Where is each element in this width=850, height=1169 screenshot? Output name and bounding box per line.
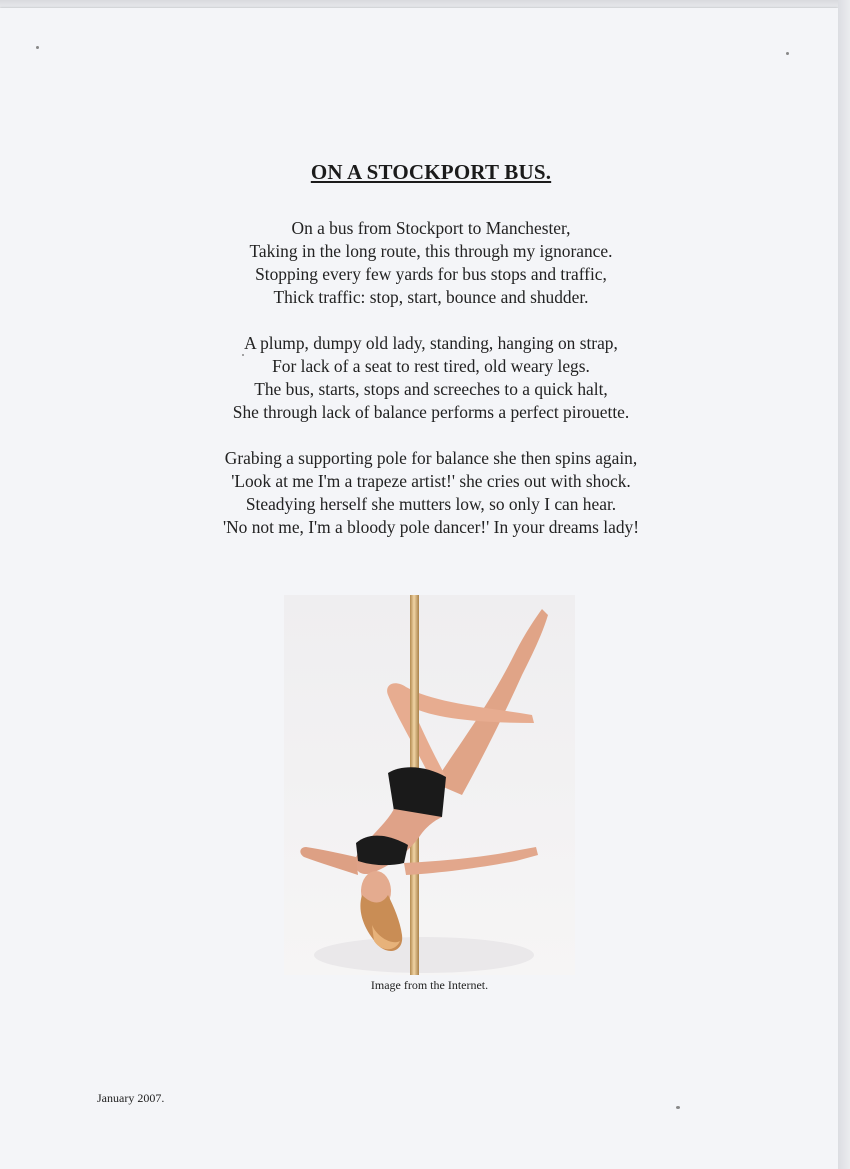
stanza-3 bbox=[0, 447, 850, 539]
poem-line: Steadying herself she mutters low, so only I can hear. bbox=[245, 494, 617, 514]
stanza-1 bbox=[0, 217, 850, 309]
document-date: January 2007. bbox=[97, 1091, 165, 1105]
poem-line: Thick traffic: stop, start, bounce and shudder. bbox=[273, 287, 589, 307]
poem-line: The bus, starts, stops and screeches to a quick halt, bbox=[254, 379, 608, 399]
poem-body bbox=[0, 217, 850, 562]
scan-speck bbox=[786, 52, 789, 55]
pole-dancer-illustration bbox=[284, 595, 575, 975]
poem-line: Stopping every few yards for bus stops and traffic, bbox=[255, 264, 607, 284]
floor-shadow bbox=[314, 937, 534, 973]
extended-arm bbox=[404, 847, 538, 875]
poem-line: Grabing a supporting pole for balance she then spins again, bbox=[224, 448, 638, 468]
stanza-2 bbox=[0, 332, 850, 424]
poem-title: ON A STOCKPORT BUS. bbox=[310, 160, 552, 184]
scan-speck bbox=[36, 46, 39, 49]
bent-arm bbox=[300, 847, 358, 875]
poem-line: For lack of a seat to rest tired, old weary legs. bbox=[272, 356, 590, 376]
poem-line: On a bus from Stockport to Manchester, bbox=[291, 218, 571, 238]
pole-dancer-photo bbox=[284, 595, 575, 975]
poem-line: Taking in the long route, this through my ignorance. bbox=[249, 241, 613, 261]
poem-line: She through lack of balance performs a perfect pirouette. bbox=[232, 402, 630, 422]
image-caption: Image from the Internet. bbox=[370, 978, 489, 992]
poem-line: 'No not me, I'm a bloody pole dancer!' In your dreams lady! bbox=[222, 517, 640, 537]
scan-speck bbox=[676, 1106, 680, 1109]
poem-line: A plump, dumpy old lady, standing, hanging on strap, bbox=[244, 333, 618, 353]
poem-line: 'Look at me I'm a trapeze artist!' she cries out with shock. bbox=[231, 471, 631, 491]
